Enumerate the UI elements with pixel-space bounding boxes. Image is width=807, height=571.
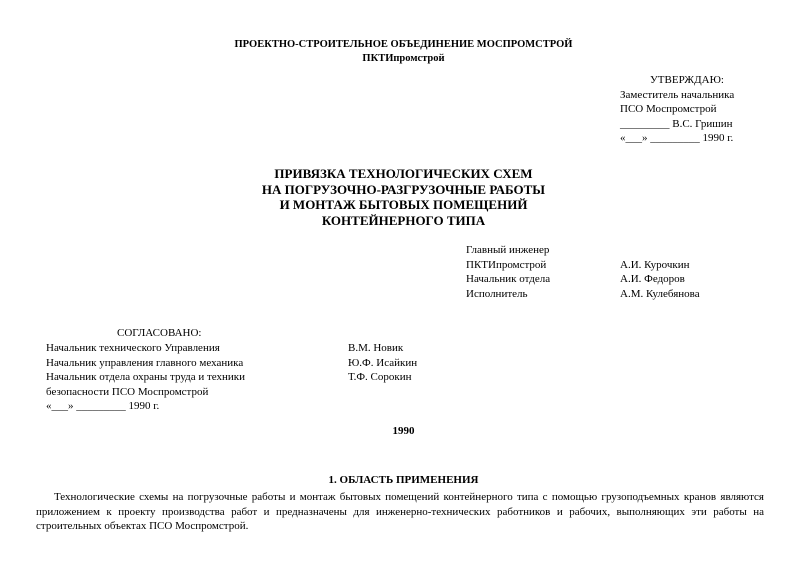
signer-name: А.М. Кулебянова bbox=[620, 287, 700, 300]
document-title bbox=[0, 166, 807, 228]
approval-line-organization: ПСО Моспромстрой bbox=[620, 103, 717, 115]
signer-name: А.И. Курочкин bbox=[620, 258, 690, 271]
title-line-2: НА ПОГРУЗОЧНО-РАЗГРУЗОЧНЫЕ РАБОТЫ bbox=[261, 181, 546, 197]
agreed-heading: СОГЛАСОВАНО: bbox=[117, 327, 202, 339]
agreed-name: Ю.Ф. Исайкин bbox=[348, 356, 418, 369]
agreed-role: Начальник отдела охраны труда и техники bbox=[46, 371, 246, 383]
signer-role: Начальник отдела bbox=[466, 273, 551, 285]
agreed-name: Т.Ф. Сорокин bbox=[348, 371, 412, 383]
approval-line-date: «___» _________ 1990 г. bbox=[620, 132, 734, 144]
document-year: 1990 bbox=[392, 425, 415, 437]
approval-heading: УТВЕРЖДАЮ: bbox=[650, 74, 724, 86]
agreed-date: «___» _________ 1990 г. bbox=[46, 400, 160, 412]
agreed-role: Начальник технического Управления bbox=[46, 342, 220, 354]
section-heading: 1. ОБЛАСТЬ ПРИМЕНЕНИЯ bbox=[328, 474, 479, 486]
title-line-1: ПРИВЯЗКА ТЕХНОЛОГИЧЕСКИХ СХЕМ bbox=[274, 166, 533, 181]
signer-role: Главный инженер bbox=[466, 244, 550, 256]
approval-line-position: Заместитель начальника bbox=[620, 88, 735, 101]
signer-role: Исполнитель bbox=[466, 287, 528, 300]
approval-block bbox=[620, 73, 734, 146]
agreed-role: Начальник управления главного механика bbox=[46, 356, 244, 369]
signer-name: А.И. Федоров bbox=[620, 273, 685, 285]
section-body-paragraph: Технологические схемы на погрузочные работы и монтаж бытовых помещений контейнерного типа с помощью грузоподъемных кранов являются приложением к проекту производства работ и предназначены для инженерно-технических работников и рабочих, выполняющих эти работы на строительных объектах ПСО Моспромстрой. bbox=[36, 491, 764, 532]
agreed-role: безопасности ПСО Моспромстрой bbox=[46, 385, 209, 398]
title-line-4: КОНТЕЙНЕРНОГО ТИПА bbox=[321, 212, 486, 228]
title-line-3: И МОНТАЖ БЫТОВЫХ ПОМЕЩЕНИЙ bbox=[279, 197, 528, 212]
agreed-name: В.М. Новик bbox=[348, 342, 404, 354]
organization-header bbox=[0, 38, 807, 66]
department-name: ПКТИпромстрой bbox=[362, 53, 445, 64]
signer-role: ПКТИпромстрой bbox=[466, 258, 547, 271]
approval-line-signature: _________ В.С. Гришин bbox=[620, 117, 733, 130]
organization-name: ПРОЕКТНО-СТРОИТЕЛЬНОЕ ОБЪЕДИНЕНИЕ МОСПРОМСТРОЙ bbox=[234, 39, 573, 50]
